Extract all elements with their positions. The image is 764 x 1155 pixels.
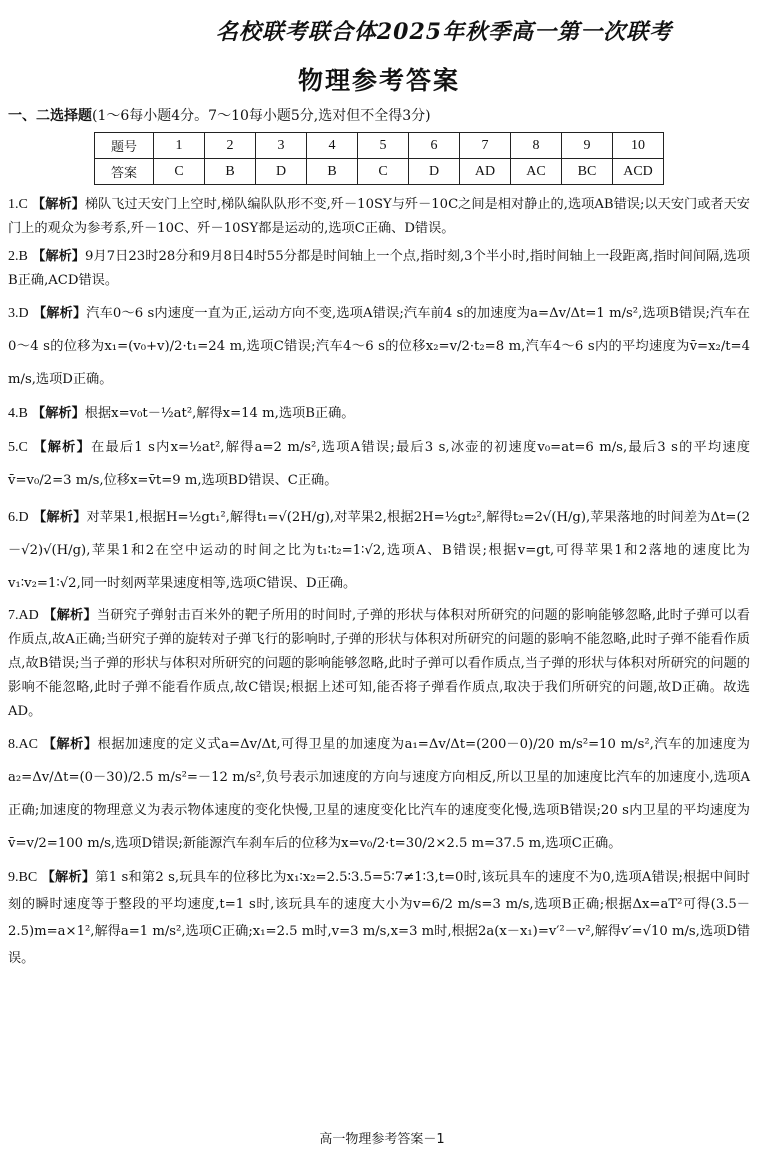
answer-value: D [409, 159, 460, 185]
explanation-tag: 【解析】 [43, 608, 97, 623]
explanation-item [8, 501, 750, 600]
explanation-item [8, 728, 750, 860]
answer-table [94, 132, 664, 185]
explanation-answer: 3.D [8, 306, 29, 321]
question-number: 9 [562, 133, 613, 159]
question-number: 6 [409, 133, 460, 159]
explanation-answer: 9.BC [8, 870, 38, 885]
explanation-text: 根据加速度的定义式a=Δv/Δt,可得卫星的加速度为a₁=Δv/Δt=(200－0)/20 m/s²=10 m/s²,汽车的加速度为a₂=Δv/Δt=(0－30)/2.5 m/s²=－12 m/s²,负号表示加速度的方向与速度方向相反,所以卫星的加速度比汽车的加速度小,选项A正确;加速度的物理意义为表示物体速度的变化快慢,卫星的速度变化比汽车的速度变化慢,选项B错误;20 s内卫星的平均速度为v̄=v/2=100 m/s,选项D错误;新能源汽车刹车后的位移为x=v₀/2·t=30/2×2.5 m=37.5 m,选项C正确。 [8, 737, 750, 851]
explanation-tag: 【解析】 [33, 440, 92, 455]
answer-value: B [307, 159, 358, 185]
question-row-header: 题号 [95, 133, 154, 159]
explanation-text: 对苹果1,根据H=½gt₁²,解得t₁=√(2H/g),对苹果2,根据2H=½gt₂²,解得t₂=2√(H/g),苹果落地的时间差为Δt=(2－√2)√(H/g),苹果1和2在空中运动的时间之比为t₁∶t₂=1∶√2,选项A、B错误;根据v=gt,可得苹果1和2落地的速度比为v₁∶v₂=1∶√2,同一时刻两苹果速度相等,选项C错误、D正确。 [8, 510, 751, 591]
explanations-list [8, 193, 750, 972]
explanation-answer: 8.AC [8, 737, 38, 752]
explanation-answer: 6.D [8, 510, 29, 525]
explanation-item [8, 297, 750, 396]
explanation-answer: 1.C [8, 197, 28, 212]
answer-value: C [358, 159, 409, 185]
explanation-tag: 【解析】 [32, 406, 85, 421]
question-number: 7 [460, 133, 511, 159]
explanation-tag: 【解析】 [33, 510, 87, 525]
explanation-tag: 【解析】 [32, 197, 85, 212]
explanation-tag: 【解析】 [41, 870, 96, 885]
explanation-tag: 【解析】 [32, 249, 86, 264]
explanation-text: 第1 s和第2 s,玩具车的位移比为x₁∶x₂=2.5∶3.5=5∶7≠1∶3,t=0时,该玩具车的速度不为0,选项A错误;根据中间时刻的瞬时速度等于整段的平均速度,t=1 s时,该玩具车的速度大小为v=6/2 m/s=3 m/s,选项B正确;根据Δx=aT²可得(3.5－2.5)m=a×1²,解得a=1 m/s²,选项C正确;x₁=2.5 m时,v=3 m/s,x=3 m时,根据2a(x－x₁)=v′²－v²,解得v′=√10 m/s,选项D错误。 [8, 870, 751, 966]
answer-table-question-row [95, 133, 664, 159]
answer-value: AD [460, 159, 511, 185]
explanation-tag: 【解析】 [32, 306, 87, 321]
explanation-text: 9月7日23时28分和9月8日4时55分都是时间轴上一个点,指时刻,3个半小时,指时间轴上一段距离,指时间间隔,选项B正确,ACD错误。 [8, 249, 751, 288]
section-note: (1～6每小题4分。7～10每小题5分,选对但不全得3分) [92, 108, 431, 124]
explanation-item [8, 193, 750, 241]
answer-value: BC [562, 159, 613, 185]
answer-value: C [154, 159, 205, 185]
explanation-text: 汽车0～6 s内速度一直为正,运动方向不变,选项A错误;汽车前4 s的加速度为a=Δv/Δt=1 m/s²,选项B错误;汽车在0～4 s的位移为x₁=(v₀+v)/2·t₁=24 m,选项C错误;汽车4～6 s的位移x₂=v/2·t₂=8 m,汽车4～6 s内的平均速度为v̄=x₂/t=4 m/s,选项D正确。 [8, 306, 750, 387]
explanation-text: 当研究子弹射击百米外的靶子所用的时间时,子弹的形状与体积对所研究的问题的影响能够忽略,此时子弹可以看作质点,故A正确;当研究子弹的旋转对子弹飞行的影响时,子弹的形状与体积对所研究的问题的影响不能忽略,此时子弹不能看作质点,故B错误;当子弹的形状与体积对所研究的问题的影响能够忽略,此时子弹可以看作质点,当子弹的形状与体积对所研究的问题的影响不能忽略,此时子弹不能看作质点,故C错误;根据上述可知,能否将子弹看作质点,取决于我们所研究的问题,故D正确。故选AD。 [8, 608, 750, 719]
answer-row-header: 答案 [95, 159, 154, 185]
explanation-answer: 4.B [8, 406, 28, 421]
question-number: 10 [613, 133, 664, 159]
question-number: 8 [511, 133, 562, 159]
explanation-text: 梯队飞过天安门上空时,梯队编队队形不变,歼－10SY与歼－10C之间是相对静止的,选项AB错误;以天安门或者天安门上的观众为参考系,歼－10C、歼－10SY都是运动的,选项C正确、D错误。 [8, 197, 750, 236]
explanation-text: 在最后1 s内x=½at²,解得a=2 m/s²,选项A错误;最后3 s,冰壶的初速度v₀=at=6 m/s,最后3 s的平均速度v̄=v₀/2=3 m/s,位移x=v̄t=9 m,选项BD错误、C正确。 [8, 440, 750, 488]
explanation-tag: 【解析】 [42, 737, 98, 752]
answer-value: AC [511, 159, 562, 185]
explanation-item [8, 400, 750, 427]
question-number: 5 [358, 133, 409, 159]
explanation-answer: 5.C [8, 440, 28, 455]
explanation-item [8, 604, 750, 724]
explanation-answer: 2.B [8, 249, 28, 264]
answer-value: B [205, 159, 256, 185]
question-number: 2 [205, 133, 256, 159]
explanation-answer: 7.AD [8, 608, 39, 623]
answer-value: ACD [613, 159, 664, 185]
explanation-item [8, 431, 750, 497]
exam-title: 名校联考联合体2025年秋季高一第一次联考 [215, 19, 673, 45]
section-label: 一、二选择题 [8, 108, 92, 124]
page-footer: 高一物理参考答案－1 [319, 1132, 445, 1147]
question-number: 3 [256, 133, 307, 159]
section-heading [8, 106, 750, 126]
question-number: 1 [154, 133, 205, 159]
question-number: 4 [307, 133, 358, 159]
document-title: 物理参考答案 [297, 66, 460, 95]
answer-table-answer-row [95, 159, 664, 185]
answer-value: D [256, 159, 307, 185]
explanation-text: 根据x=v₀t－½at²,解得x=14 m,选项B正确。 [84, 406, 355, 421]
explanation-item [8, 245, 750, 293]
explanation-item [8, 864, 750, 972]
